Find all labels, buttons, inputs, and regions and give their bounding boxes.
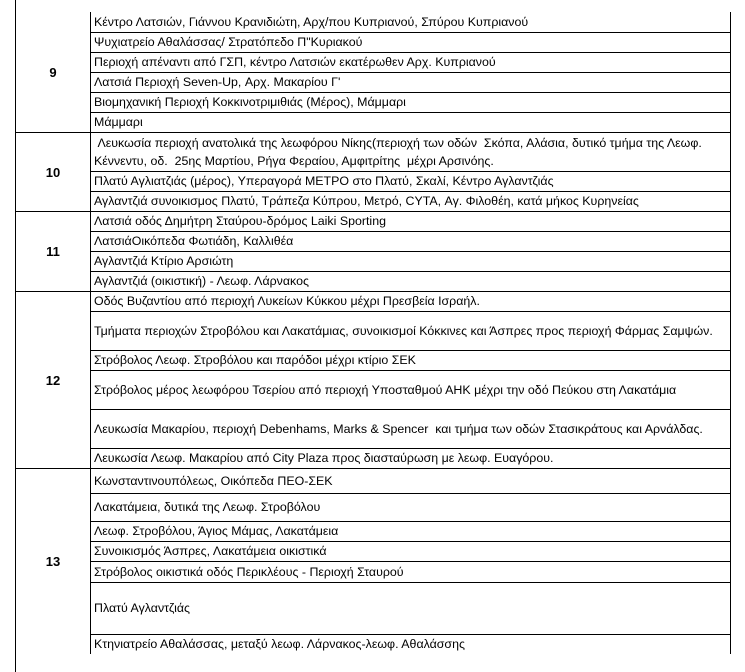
table-row: Λεωφ. Στροβόλου, Άγιος Μάμας, Λακατάμεια bbox=[91, 521, 730, 541]
group-number: 13 bbox=[16, 469, 91, 654]
table-row: Ψυχιατρείο Αθαλάσσας/ Στρατόπεδο Π"Κυριακού bbox=[91, 32, 730, 52]
table-row: Μάμμαρι bbox=[91, 112, 730, 132]
group-number: 9 bbox=[16, 12, 91, 132]
table-row: Στρόβολος Λεωφ. Στροβόλου και παρόδοι μέχρι κτίριο ΣΕΚ bbox=[91, 350, 730, 370]
table-group-13 bbox=[15, 468, 731, 654]
table-row: Κτηνιατρείο Αθαλάσσας, μεταξύ λεωφ. Λάρνακος-λεωφ. Αθαλάσσης bbox=[91, 634, 730, 654]
area-table bbox=[15, 12, 731, 654]
table-group-9 bbox=[15, 12, 731, 132]
table-row: Αγλαντζιά Κτίριο Αρσιώτη bbox=[91, 251, 730, 271]
table-row: Περιοχή απέναντι από ΓΣΠ, κέντρο Λατσιών εκατέρωθεν Αρχ. Κυπριανού bbox=[91, 52, 730, 72]
table-row: Λατσιά Περιοχή Seven-Up, Αρχ. Μακαρίου Γ' bbox=[91, 72, 730, 92]
table-row: Στρόβολος μέρος λεωφόρου Τσερίου από περιοχή Υποσταθμού ΑΗΚ μέχρι την οδό Πεύκου στη Λακατάμια bbox=[91, 370, 730, 409]
table-row: Λευκωσία Μακαρίου, περιοχή Debenhams, Marks & Spencer και τμήμα των οδών Στασικράτους και Αρνάλδας. bbox=[91, 409, 730, 448]
table-row: Στρόβολος οικιστικά οδός Περικλέους - Περιοχή Σταυρού bbox=[91, 561, 730, 582]
table-row: Πλατύ Αγλαντζιάς bbox=[91, 582, 730, 634]
table-row: Οδός Βυζαντίου από περιοχή Λυκείων Κύκκου μέχρι Πρεσβεία Ισραήλ. bbox=[94, 294, 480, 308]
table-group-11 bbox=[15, 211, 731, 291]
table-row: Κωνσταντινουπόλεως, Οικόπεδα ΠΕΟ-ΣΕΚ bbox=[94, 473, 333, 488]
table-row: ΛατσιάΟικόπεδα Φωτιάδη, Καλλιθέα bbox=[91, 231, 730, 251]
group-number: 10 bbox=[16, 133, 91, 211]
table-group-10 bbox=[15, 132, 731, 211]
group-number: 11 bbox=[16, 212, 91, 291]
table-row: Λευκωσία Λεωφ. Μακαρίου από City Plaza προς διασταύρωση με λεωφ. Ευαγόρου. bbox=[91, 448, 730, 468]
table-row: Λατσιά οδός Δημήτρη Σταύρου-δρόμος Laiki Sporting bbox=[94, 214, 386, 228]
table-row: Αγλαντζιά (οικιστική) - Λεωφ. Λάρνακος bbox=[91, 271, 730, 291]
group-number: 12 bbox=[16, 292, 91, 468]
table-group-12 bbox=[15, 291, 731, 468]
table-row: Βιομηχανική Περιοχή Κοκκινοτριμιθιάς (Μέρος), Μάμμαρι bbox=[91, 92, 730, 112]
table-row: Πλατύ Αγλιατζιάς (μέρος), Υπεραγορά ΜΕΤΡΟ στο Πλατύ, Σκαλί, Κέντρο Αγλαντζιάς bbox=[91, 171, 730, 191]
table-row: Συνοικισμός Άσπρες, Λακατάμεια οικιστικά bbox=[91, 541, 730, 561]
table-row: Κέντρο Λατσιών, Γιάννου Κρανιδιώτη, Αρχ/που Κυπριανού, Σπύρου Κυπριανού bbox=[94, 14, 529, 29]
table-row: Λακατάμεια, δυτικά της Λεωφ. Στροβόλου bbox=[91, 493, 730, 521]
table-row: Λευκωσία περιοχή ανατολικά της λεωφόρου Νίκης(περιοχή των οδών Σκόπα, Αλάσια, δυτικό τμήμα της Λεωφ. Κέννεντυ, οδ. 25ης Μαρτίου, Ρήγα Φεραίου, Αμφιτρίτης μέχρι Αρσινόης. bbox=[94, 135, 706, 168]
table-row: Αγλαντζιά συνοικισμος Πλατύ, Τράπεζα Κύπρου, Μετρό, CYTA, Αγ. Φιλοθέη, κατά μήκος Κυρηνείας bbox=[91, 191, 730, 211]
table-row: Τμήματα περιοχών Στροβόλου και Λακατάμιας, συνοικισμοί Κόκκινες και Άσπρες προς περιοχή Φάρμας Σαμψών. bbox=[91, 311, 730, 350]
